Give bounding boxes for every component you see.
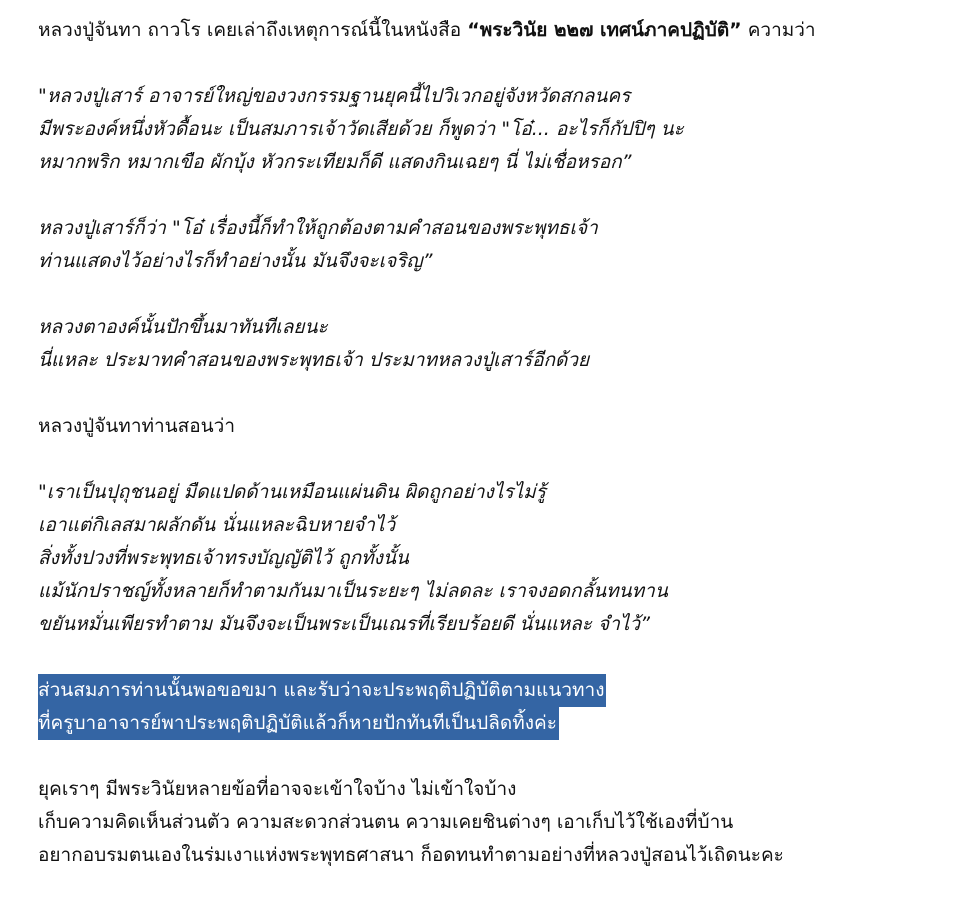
consequence-line: นี่แหละ ประมาทคำสอนของพระพุทธเจ้า ประมาทหลวงปู่เสาร์อีกด้วย (38, 349, 590, 371)
closing-line: อยากอบรมตนเองในร่มเงาแห่งพระพุทธศาสนา ก็อดทนทำตามอย่างที่หลวงปู่สอนไว้เถิดนะคะ (38, 844, 784, 866)
intro-suffix: ความว่า (741, 19, 816, 41)
teaching-line: ขยันหมั่นเพียรทำตาม มันจึงจะเป็นพระเป็นเณรที่เรียบร้อยดี นั่นแหละ จำไว้” (38, 613, 650, 635)
reply-line: หลวงปู่เสาร์ก็ว่า "โอ๋ เรื่องนี้ก็ทำให้ถูกต้องตามคำสอนของพระพุทธเจ้า (38, 217, 598, 239)
closing-line: ยุคเราๆ มีพระวินัยหลายข้อที่อาจจะเข้าใจบ้าง ไม่เข้าใจบ้าง (38, 778, 517, 800)
paragraph-gap (38, 47, 938, 80)
teaching-line: "เราเป็นปุถุชนอยู่ มืดแปดด้านเหมือนแผ่นดิน ผิดถูกอย่างไรไม่รู้ (38, 481, 546, 503)
document-body (38, 14, 938, 872)
paragraph-gap (38, 278, 938, 311)
closing-line: เก็บความคิดเห็นส่วนตัว ความสะดวกส่วนตน ความเคยชินต่างๆ เอาเก็บไว้ใช้เองที่บ้าน (38, 811, 734, 833)
story-line: "หลวงปู่เสาร์ อาจารย์ใหญ่ของวงกรรมฐานยุคนี้ไปวิเวกอยู่จังหวัดสกลนคร (38, 85, 631, 107)
paragraph-gap (38, 179, 938, 212)
paragraph-gap (38, 443, 938, 476)
paragraph-gap (38, 377, 938, 410)
consequence-line: หลวงตาองค์นั้นปักขึ้นมาทันทีเลยนะ (38, 316, 328, 338)
highlighted-line[interactable] (38, 674, 938, 707)
intro-prefix: หลวงปู่จันทา ถาวโร เคยเล่าถึงเหตุการณ์นี้ในหนังสือ (38, 19, 468, 41)
paragraph-gap (38, 740, 938, 773)
highlighted-line[interactable] (38, 707, 938, 740)
selected-text[interactable]: ที่ครูบาอาจารย์พาประพฤติปฏิบัติแล้วก็หายปักทันทีเป็นปลิดทิ้งค่ะ (38, 707, 559, 740)
story-line: หมากพริก หมากเขือ ผักบุ้ง หัวกระเทียมก็ดี แสดงกินเฉยๆ นี่ ไม่เชื่อหรอก” (38, 151, 632, 173)
intro-paragraph (38, 14, 938, 47)
book-title: “พระวินัย ๒๒๗ เทศน์ภาคปฏิบัติ” (467, 19, 742, 41)
selected-text[interactable]: ส่วนสมภารท่านนั้นพอขอขมา และรับว่าจะประพฤติปฏิบัติตามแนวทาง (38, 674, 606, 707)
teaching-line: แม้นักปราชญ์ทั้งหลายก็ทำตามกันมาเป็นระยะๆ ไม่ลดละ เราจงอดกลั้นทนทาน (38, 580, 668, 602)
teaching-line: เอาแต่กิเลสมาผลักดัน นั่นแหละฉิบหายจำไว้ (38, 514, 396, 536)
teaching-line: สิ่งทั้งปวงที่พระพุทธเจ้าทรงบัญญัติไว้ ถูกทั้งนั้น (38, 547, 409, 569)
story-line: มีพระองค์หนึ่งหัวดื้อนะ เป็นสมภารเจ้าวัดเสียด้วย ก็พูดว่า "โอ๋... อะไรก็กัปปิๆ นะ (38, 118, 684, 140)
teaching-intro: หลวงปู่จันทาท่านสอนว่า (38, 415, 236, 437)
reply-line: ท่านแสดงไว้อย่างไรก็ทำอย่างนั้น มันจึงจะเจริญ” (38, 250, 433, 272)
paragraph-gap (38, 641, 938, 674)
